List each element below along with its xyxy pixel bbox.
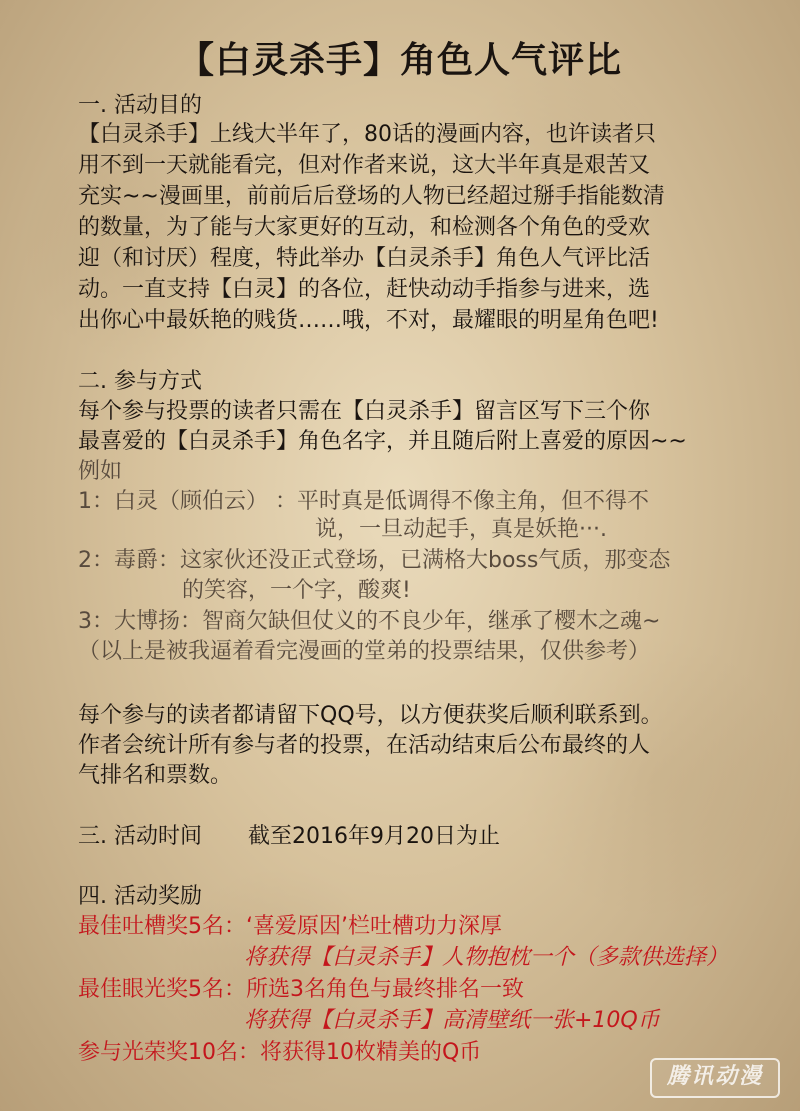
- section1-heading: 一. 活动目的: [78, 93, 202, 118]
- section1-line: 用不到一天就能看完，但对作者来说，这大半年真是艰苦又: [78, 153, 651, 178]
- section4-heading: 四. 活动奖励: [78, 884, 202, 909]
- section1-line: 动。一直支持【白灵】的各位，赶快动动手指参与进来，选: [78, 277, 651, 302]
- page-title: 【白灵杀手】角色人气评比: [177, 40, 622, 81]
- section2-line: 每个参与投票的读者只需在【白灵杀手】留言区写下三个你: [78, 399, 651, 424]
- event-deadline: 截至2016年9月20日为止: [248, 824, 500, 849]
- example-item: 3：大博扬：智商欠缺但仗义的不良少年，继承了樱木之魂~: [78, 609, 661, 634]
- section1-line: 充实~~漫画里，前前后后登场的人物已经超过掰手指能数清: [78, 184, 665, 209]
- notes-line: 气排名和票数。: [78, 763, 233, 788]
- example-item: 2：毒爵：这家伙还没正式登场，已满格大boss气质，那变态: [78, 548, 671, 573]
- example-item-continued: 的笑容，一个字，酸爽!: [182, 578, 411, 603]
- section1-line: 【白灵杀手】上线大半年了，80话的漫画内容，也许读者只: [78, 122, 656, 147]
- section3-heading: 三. 活动时间: [78, 824, 202, 849]
- section2-heading: 二. 参与方式: [78, 369, 202, 394]
- example-item: 1：白灵（顾伯云） ：平时真是低调得不像主角，但不得不: [78, 489, 649, 514]
- award-item: 最佳吐槽奖5名：‘喜爱原因’栏吐槽功力深厚: [78, 914, 502, 939]
- award-prize: 将获得【白灵杀手】人物抱枕一个（多款供选择）: [244, 945, 729, 970]
- section2-line: 最喜爱的【白灵杀手】角色名字，并且随后附上喜爱的原因~~: [78, 429, 687, 454]
- award-item: 参与光荣奖10名：将获得10枚精美的Q币: [78, 1040, 482, 1065]
- tencent-comic-watermark: 腾讯动漫: [650, 1058, 780, 1098]
- example-item-continued: 说，一旦动起手，真是妖艳···.: [315, 517, 607, 542]
- example-label: 例如: [78, 459, 123, 484]
- award-item: 最佳眼光奖5名：所选3名角色与最终排名一致: [78, 977, 524, 1002]
- notes-line: 每个参与的读者都请留下QQ号，以方便获奖后顺利联系到。: [78, 703, 663, 728]
- section1-line: 出你心中最妖艳的贱货……哦，不对，最耀眼的明星角色吧!: [78, 308, 659, 333]
- section1-line: 的数量，为了能与大家更好的互动，和检测各个角色的受欢: [78, 215, 651, 240]
- award-prize: 将获得【白灵杀手】高清壁纸一张+10Q币: [244, 1008, 660, 1033]
- section1-line: 迎（和讨厌）程度，特此举办【白灵杀手】角色人气评比活: [78, 246, 651, 271]
- example-note: （以上是被我逼着看完漫画的堂弟的投票结果，仅供参考）: [78, 639, 651, 664]
- notes-line: 作者会统计所有参与者的投票，在活动结束后公布最终的人: [78, 733, 651, 758]
